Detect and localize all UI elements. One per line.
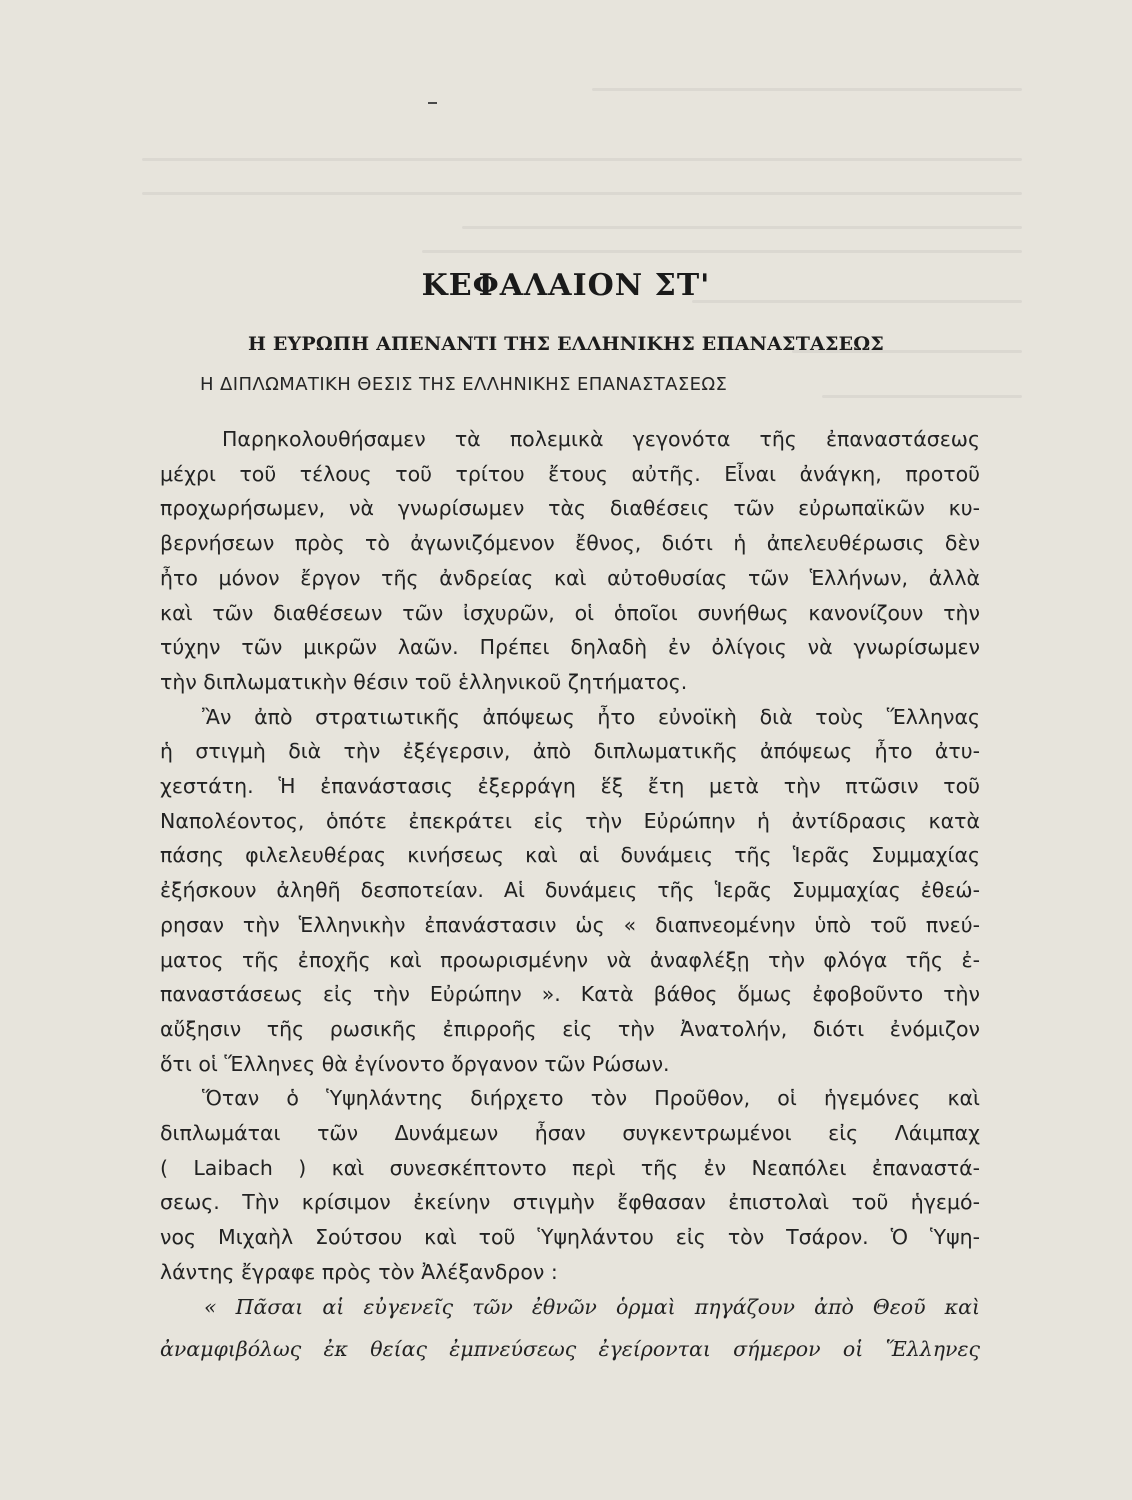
- text-line: Παρηκολουθήσαμεν τὰ πολεμικὰ γεγονότα τῆς ἐπαναστάσεως: [222, 427, 980, 451]
- chapter-title: ΚΕΦΑΛΑΙΟΝ ΣΤ': [421, 268, 711, 303]
- bleed-line: [462, 226, 1022, 229]
- quote-line: ἀναμφιβόλως ἐκ θείας ἐμπνεύσεως ἐγείρονται σήμερον οἱ Ἕλληνες: [160, 1337, 980, 1361]
- bleed-line: [422, 250, 1022, 253]
- text-line: χεστάτη. Ἡ ἐπανάστασις ἐξερράγη ἕξ ἔτη μετὰ τὴν πτῶσιν τοῦ: [160, 774, 980, 799]
- bleed-line: [142, 158, 1022, 161]
- text-line: τύχην τῶν μικρῶν λαῶν. Πρέπει δηλαδὴ ἐν ὀλίγοις νὰ γνωρίσωμεν: [160, 635, 980, 660]
- section-heading: Η ΔΙΠΛΩΜΑΤΙΚΗ ΘΕΣΙΣ ΤΗΣ ΕΛΛΗΝΙΚΗΣ ΕΠΑΝΑΣΤΑΣΕΩΣ: [200, 374, 728, 395]
- text-line: νος Μιχαὴλ Σούτσου καὶ τοῦ Ὑψηλάντου εἰς τὸν Τσάρον. Ὁ Ὑψη-: [160, 1225, 980, 1250]
- text-line: λάντης ἔγραφε πρὸς τὸν Ἀλέξανδρον :: [160, 1259, 558, 1284]
- bleed-line: [142, 192, 1022, 195]
- bleed-line: [592, 88, 1022, 91]
- text-line: ( Laibach ) καὶ συνεσκέπτοντο περὶ τῆς ἐν Νεαπόλει ἐπαναστά-: [160, 1155, 980, 1180]
- text-line: προχωρήσωμεν, νὰ γνωρίσωμεν τὰς διαθέσεις τῶν εὐρωπαϊκῶν κυ-: [160, 496, 980, 521]
- text-line: μέχρι τοῦ τέλους τοῦ τρίτου ἔτους αὐτῆς. Εἶναι ἀνάγκη, προτοῦ: [160, 461, 980, 486]
- text-line: σεως. Τὴν κρίσιμον ἐκείνην στιγμὴν ἔφθασαν ἐπιστολαὶ τοῦ ἡγεμό-: [160, 1190, 980, 1215]
- text-line: Ἂν ἀπὸ στρατιωτικῆς ἀπόψεως ἦτο εὐνοϊκὴ διὰ τοὺς Ἕλληνας: [202, 704, 980, 729]
- text-line: Ὅταν ὁ Ὑψηλάντης διήρχετο τὸν Προῦθον, οἱ ἡγεμόνες καὶ: [202, 1086, 980, 1111]
- text-line: τὴν διπλωματικὴν θέσιν τοῦ ἑλληνικοῦ ζητήματος.: [160, 669, 688, 694]
- body-text: [160, 422, 980, 1290]
- text-line: πάσης φιλελευθέρας κινήσεως καὶ αἱ δυνάμεις τῆς Ἱερᾶς Συμμαχίας: [160, 843, 980, 868]
- text-line: ἐξήσκουν ἀληθῆ δεσποτείαν. Αἱ δυνάμεις τῆς Ἱερᾶς Συμμαχίας ἐθεώ-: [160, 878, 980, 903]
- text-line: παναστάσεως εἰς τὴν Εὐρώπην ». Κατὰ βάθος ὅμως ἐφοβοῦντο τὴν: [160, 982, 980, 1007]
- text-line: βερνήσεων πρὸς τὸ ἀγωνιζόμενον ἔθνος, διότι ἡ ἀπελευθέρωσις δὲν: [160, 531, 980, 556]
- text-line: ματος τῆς ἐποχῆς καὶ προωρισμένην νὰ ἀναφλέξῃ τὴν φλόγα τῆς ἐ-: [160, 947, 980, 972]
- text-line: αὔξησιν τῆς ρωσικῆς ἐπιρροῆς εἰς τὴν Ἀνατολήν, διότι ἐνόμιζον: [160, 1016, 980, 1041]
- quote-line: « Πᾶσαι αἱ εὐγενεῖς τῶν ἐθνῶν ὁρμαὶ πηγάζουν ἀπὸ Θεοῦ καὶ: [204, 1295, 980, 1319]
- text-line: Ναπολέοντος, ὁπότε ἐπεκράτει εἰς τὴν Εὐρώπην ἡ ἀντίδρασις κατὰ: [160, 808, 980, 833]
- text-line: ἦτο μόνον ἔργον τῆς ἀνδρείας καὶ αὐτοθυσίας τῶν Ἑλλήνων, ἀλλὰ: [160, 565, 980, 590]
- text-line: ἡ στιγμὴ διὰ τὴν ἐξέγερσιν, ἀπὸ διπλωματικῆς ἀπόψεως ἦτο ἀτυ-: [160, 739, 980, 764]
- chapter-subtitle: Η ΕΥΡΩΠΗ ΑΠΕΝΑΝΤΙ ΤΗΣ ΕΛΛΗΝΙΚΗΣ ΕΠΑΝΑΣΤΑΣΕΩΣ: [247, 333, 885, 355]
- text-line: ρησαν τὴν Ἑλληνικὴν ἐπανάστασιν ὡς « διαπνεομένην ὑπὸ τοῦ πνεύ-: [160, 912, 980, 937]
- bleed-line: [822, 395, 1022, 398]
- text-line: διπλωμάται τῶν Δυνάμεων ἦσαν συγκεντρωμένοι εἰς Λάιμπαχ: [160, 1121, 980, 1146]
- text-line: ὅτι οἱ Ἕλληνες θὰ ἐγίνοντο ὄργανον τῶν Ρώσων.: [160, 1051, 670, 1076]
- margin-mark: [428, 102, 437, 104]
- text-line: καὶ τῶν διαθέσεων τῶν ἰσχυρῶν, οἱ ὁποῖοι συνήθως κανονίζουν τὴν: [160, 600, 980, 625]
- quote-block: [160, 1286, 980, 1370]
